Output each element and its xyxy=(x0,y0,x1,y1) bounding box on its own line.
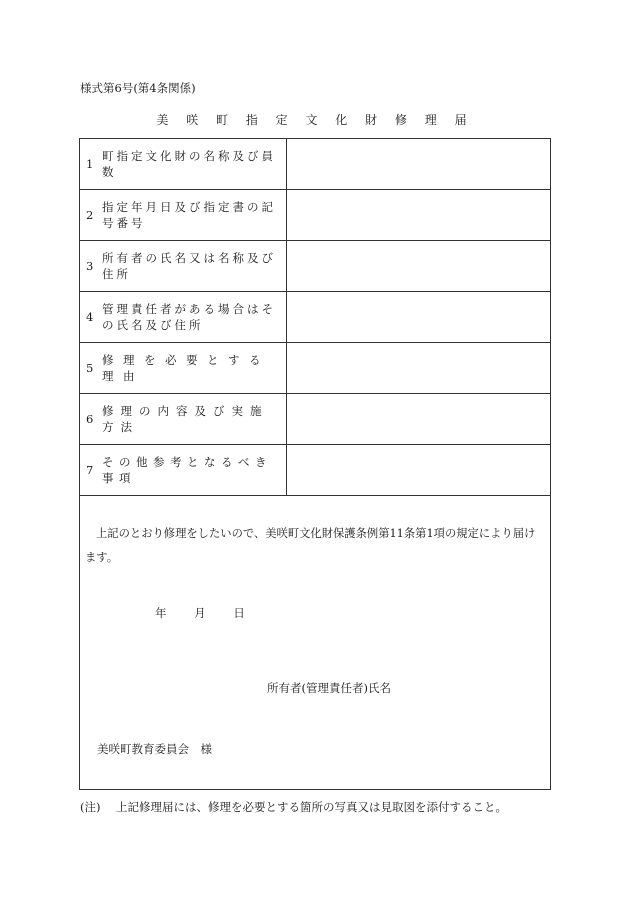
row-input-cell[interactable] xyxy=(287,394,550,444)
row-number: 2 xyxy=(86,208,94,222)
date-line xyxy=(155,605,269,621)
row-number: 5 xyxy=(86,361,94,375)
row-label: その他参考となるべき事項 xyxy=(102,455,272,485)
row-label: 町指定文化財の名称及び員数 xyxy=(102,149,276,179)
row-number: 1 xyxy=(86,157,94,171)
footnote-tag: (注) xyxy=(80,800,101,814)
form-row-7 xyxy=(80,445,550,496)
form-row-6 xyxy=(80,394,550,445)
row-number: 3 xyxy=(86,259,94,273)
row-input-cell[interactable] xyxy=(287,292,550,342)
addressee: 美咲町教育委員会 様 xyxy=(97,742,212,756)
footnote-text: 上記修理届には、修理を必要とする箇所の写真又は見取図を添付すること。 xyxy=(116,800,507,814)
declaration-text: 上記のとおり修理をしたいので、美咲町文化財保護条例第11条第1項の規定により届けます。 xyxy=(85,527,536,564)
row-label-cell xyxy=(80,139,287,189)
row-input-cell[interactable] xyxy=(287,343,550,393)
form-number: 様式第6号(第4条関係) xyxy=(80,81,196,95)
row-label-cell xyxy=(80,343,287,393)
form-title: 美 咲 町 指 定 文 化 財 修 理 届 xyxy=(156,113,474,127)
form-row-2 xyxy=(80,190,550,241)
row-label-cell xyxy=(80,292,287,342)
row-label-cell xyxy=(80,445,287,495)
owner-name-label[interactable]: 所有者(管理責任者)氏名 xyxy=(267,681,391,695)
row-label: 修理を必要とする理由 xyxy=(102,353,270,383)
form-table xyxy=(79,138,551,790)
date-day-label[interactable]: 日 xyxy=(233,606,245,620)
row-label-cell xyxy=(80,241,287,291)
row-label: 修理の内容及び実施方法 xyxy=(102,404,269,434)
row-label-cell xyxy=(80,190,287,240)
row-label: 指定年月日及び指定書の記号番号 xyxy=(102,200,276,230)
row-number: 7 xyxy=(86,463,94,477)
row-label: 所有者の氏名又は名称及び住所 xyxy=(102,251,276,281)
row-input-cell[interactable] xyxy=(287,190,550,240)
row-label: 管理責任者がある場合はその氏名及び住所 xyxy=(102,302,276,332)
row-input-cell[interactable] xyxy=(287,241,550,291)
row-number: 4 xyxy=(86,310,94,324)
row-input-cell[interactable] xyxy=(287,139,550,189)
form-row-4 xyxy=(80,292,550,343)
form-row-3 xyxy=(80,241,550,292)
form-row-5 xyxy=(80,343,550,394)
date-year-label[interactable]: 年 xyxy=(155,606,167,620)
row-input-cell[interactable] xyxy=(287,445,550,495)
footnote xyxy=(80,799,507,815)
date-month-label[interactable]: 月 xyxy=(194,606,206,620)
row-label-cell xyxy=(80,394,287,444)
row-number: 6 xyxy=(86,412,94,426)
form-row-1 xyxy=(80,139,550,190)
